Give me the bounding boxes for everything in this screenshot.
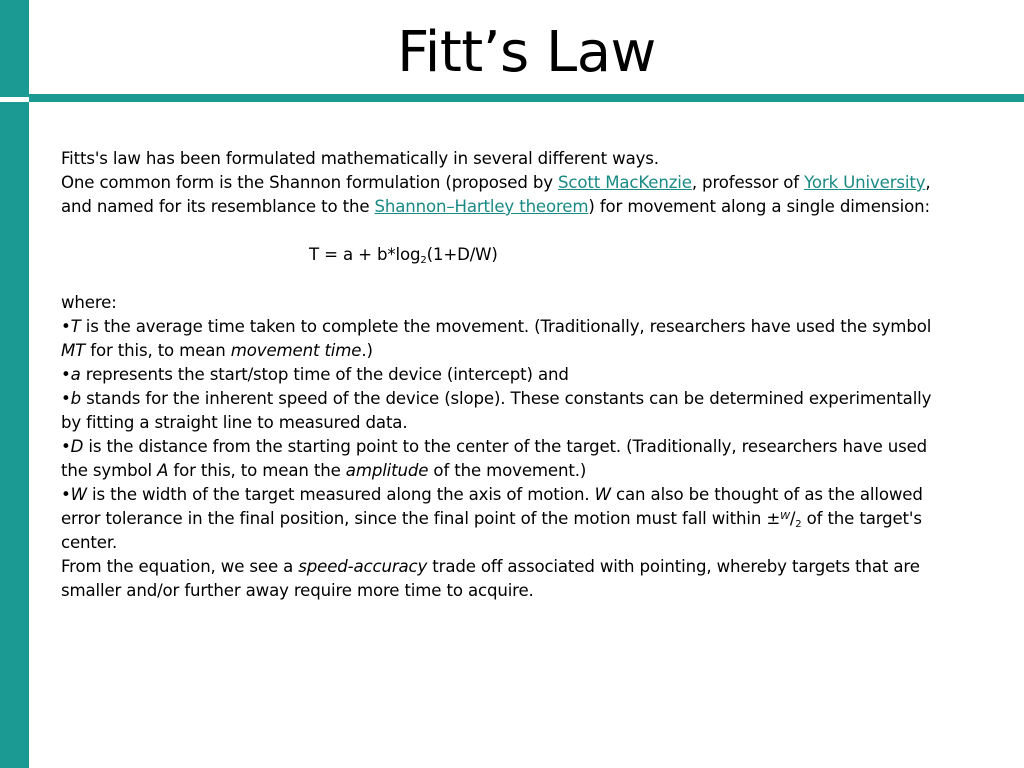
- where-label: where:: [61, 293, 117, 312]
- title-underline-rule: [29, 94, 1024, 102]
- bullet-w: •W is the width of the target measured along the axis of motion. W can also be thought of as the allowed error tolerance in the final position, since the final point of the motion must fall within $\pm^W/_2$ of the target's center.: [61, 485, 923, 552]
- link-shannon-hartley-theorem[interactable]: Shannon–Hartley theorem: [374, 197, 589, 216]
- left-accent-bar: [0, 0, 29, 768]
- slide-body: [61, 147, 951, 603]
- intro-line: Fitts's law has been formulated mathematically in several different ways.: [61, 149, 659, 168]
- bullet-b: •b stands for the inherent speed of the device (slope). These constants can be determined experimentally by fitting a straight line to measured data.: [61, 389, 932, 432]
- bullet-a: •a represents the start/stop time of the device (intercept) and: [61, 365, 569, 384]
- slide-title: Fitt’s Law: [397, 20, 656, 85]
- spacer: [61, 267, 951, 291]
- log-base: 2: [420, 255, 427, 266]
- conclusion-paragraph: From the equation, we see a speed-accuracy trade off associated with pointing, whereby targets that are smaller and/or further away require more time to acquire.: [61, 557, 920, 600]
- bullet-t: •T is the average time taken to complete the movement. (Traditionally, researchers have used the symbol MT for this, to mean movement time.): [61, 317, 932, 360]
- intro-paragraph: One common form is the Shannon formulation (proposed by Scott MacKenzie, professor of York University, and named for its resemblance to the Shannon–Hartley theorem) for movement along a single dimension:: [61, 173, 931, 216]
- fraction-numerator: W: [780, 511, 790, 522]
- bullet-d: •D is the distance from the starting point to the center of the target. (Traditionally, researchers have used the symbol A for this, to mean the amplitude of the movement.): [61, 437, 928, 480]
- link-york-university[interactable]: York University: [804, 173, 926, 192]
- link-scott-mackenzie[interactable]: Scott MacKenzie: [558, 173, 692, 192]
- fraction-denominator: 2: [795, 519, 802, 530]
- spacer: [61, 219, 951, 243]
- fitts-formula: $T = a + b*\log_2(1+D/W)$: [309, 245, 498, 266]
- accent-bar-notch: [0, 97, 29, 102]
